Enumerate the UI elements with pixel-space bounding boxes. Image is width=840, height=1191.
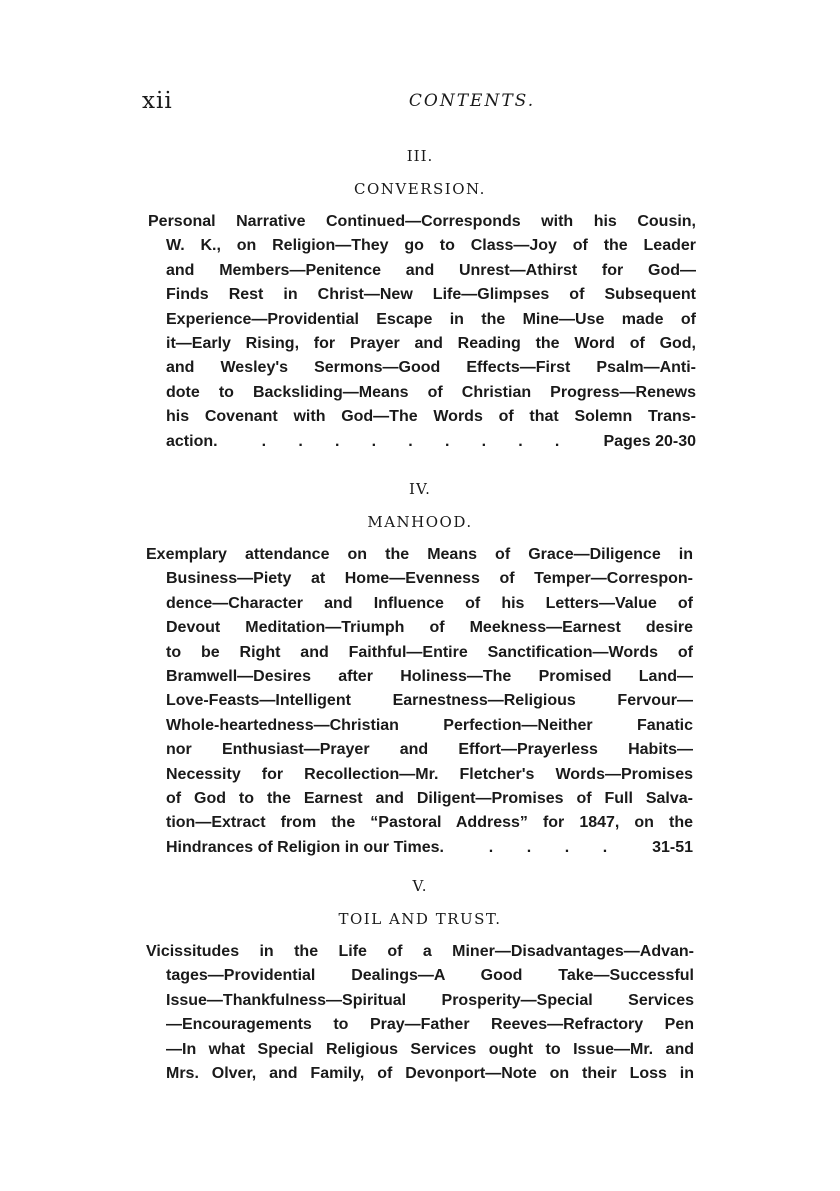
leader-dot: . [602, 838, 608, 856]
page-range: Pages 20-30 [603, 432, 696, 450]
section-summary [146, 543, 693, 860]
section-title: CONVERSION. [354, 180, 486, 198]
summary-line: of God to the Earnest and Diligent—Promises of Full Salva- [166, 789, 693, 807]
leader-dot: . [488, 838, 494, 856]
summary-line: and Wesley's Sermons—Good Effects—First Psalm—Anti- [166, 359, 696, 377]
summary-line: Devout Meditation—Triumph of Meekness—Earnest desire [166, 619, 693, 637]
summary-final-line [146, 836, 693, 860]
section-number: V. [412, 877, 428, 895]
summary-line: Vicissitudes in the Life of a Miner—Disadvantages—Advan- [146, 943, 694, 960]
summary-line: Issue—Thankfulness—Spiritual Prosperity—Special Services [166, 991, 694, 1009]
summary-line: Bramwell—Desires after Holiness—The Promised Land— [166, 667, 693, 685]
final-line-text: Hindrances of Religion in our Times. [166, 838, 444, 856]
running-header [142, 88, 702, 122]
summary-line: it—Early Rising, for Prayer and Reading the Word of God, [166, 334, 696, 352]
summary-final-line [148, 430, 696, 454]
summary-line: and Members—Penitence and Unrest—Athirst for God— [166, 261, 696, 279]
leader-dot: . [444, 432, 450, 450]
leader-dot: . [261, 432, 267, 450]
summary-line: W. K., on Religion—They go to Class—Joy of the Leader [166, 237, 696, 255]
summary-line: Business—Piety at Home—Evenness of Temper—Correspon- [166, 570, 693, 588]
summary-line: tages—Providential Dealings—A Good Take—Successful [166, 967, 694, 985]
summary-line: tion—Extract from the “Pastoral Address” for 1847, on the [166, 814, 693, 832]
leader-dot: . [298, 432, 303, 450]
summary-line: Exemplary attendance on the Means of Grace—Diligence in [146, 546, 693, 563]
section-title: MANHOOD. [367, 513, 473, 531]
dot-leaders [218, 430, 604, 454]
section-summary [148, 210, 696, 454]
summary-line: Finds Rest in Christ—New Life—Glimpses of Subsequent [166, 286, 696, 304]
page-range: 31-51 [652, 838, 693, 856]
leader-dot: . [334, 432, 340, 450]
summary-line: Whole-heartedness—Christian Perfection—Neither Fanatic [166, 716, 693, 734]
dot-leaders [444, 836, 652, 860]
leader-dot: . [518, 432, 523, 450]
leader-dot: . [564, 838, 570, 856]
summary-line: dote to Backsliding—Means of Christian Progress—Renews [166, 383, 696, 401]
summary-line: Necessity for Recollection—Mr. Fletcher's Words—Promises [166, 765, 693, 783]
section-number: IV. [409, 480, 431, 498]
summary-line: —In what Special Religious Services ought to Issue—Mr. and [166, 1040, 694, 1058]
section-title: TOIL AND TRUST. [338, 910, 502, 928]
section-number: III. [406, 147, 434, 165]
running-title: CONTENTS. [408, 91, 536, 111]
summary-line: dence—Character and Influence of his Letters—Value of [166, 594, 693, 612]
leader-dot: . [371, 432, 377, 450]
page-number: xii [142, 88, 173, 114]
summary-line: his Covenant with God—The Words of that Solemn Trans- [166, 408, 696, 426]
summary-line: Love-Feasts—Intelligent Earnestness—Religious Fervour— [166, 692, 693, 710]
summary-line: to be Right and Faithful—Entire Sanctification—Words of [166, 643, 693, 661]
summary-line: Personal Narrative Continued—Corresponds with his Cousin, [148, 213, 696, 230]
leader-dot: . [408, 432, 413, 450]
leader-dot: . [481, 432, 487, 450]
summary-line: Experience—Providential Escape in the Mine—Use made of [166, 310, 696, 328]
final-line-text: action. [166, 432, 218, 450]
section-summary [146, 940, 694, 1086]
summary-line: —Encouragements to Pray—Father Reeves—Refractory Pen [166, 1016, 694, 1034]
summary-line: Mrs. Olver, and Family, of Devonport—Note on their Loss in [166, 1064, 694, 1082]
leader-dot: . [554, 432, 560, 450]
leader-dot: . [526, 838, 532, 856]
summary-line: nor Enthusiast—Prayer and Effort—Prayerless Habits— [166, 741, 693, 759]
